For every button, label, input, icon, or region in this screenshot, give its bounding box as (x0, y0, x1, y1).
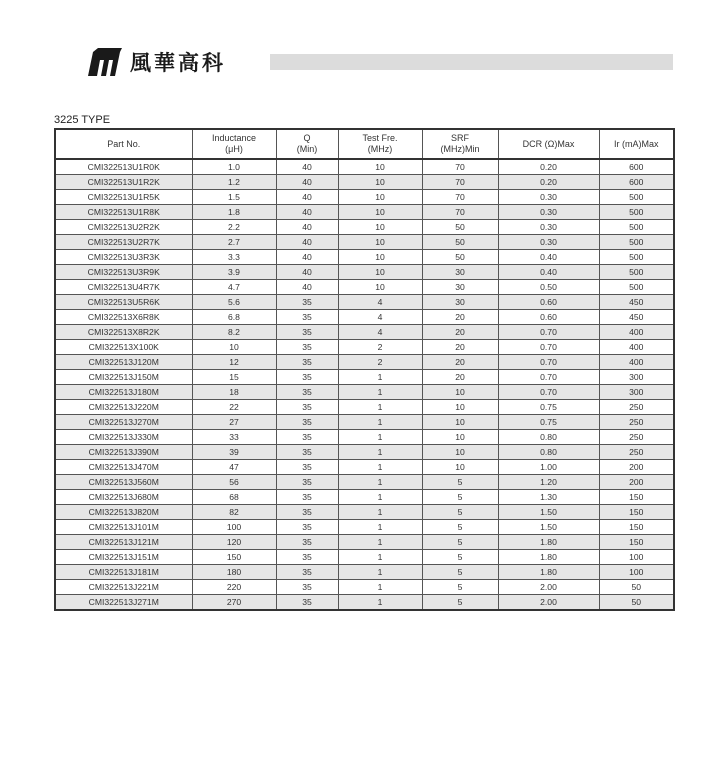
cell-inductance: 2.7 (192, 235, 276, 250)
cell-q: 35 (276, 415, 338, 430)
cell-inductance: 270 (192, 595, 276, 611)
cell-inductance: 100 (192, 520, 276, 535)
table-row (55, 235, 674, 250)
cell-q: 40 (276, 205, 338, 220)
cell-part-no: CMI322513U1R2K (55, 175, 192, 190)
cell-srf: 30 (422, 265, 498, 280)
cell-ir: 500 (599, 265, 674, 280)
cell-srf: 50 (422, 220, 498, 235)
cell-inductance: 47 (192, 460, 276, 475)
cell-dcr: 1.20 (498, 475, 599, 490)
table-row (55, 430, 674, 445)
table-row (55, 250, 674, 265)
cell-test-freq: 1 (338, 385, 422, 400)
cell-q: 35 (276, 565, 338, 580)
cell-part-no: CMI322513X100K (55, 340, 192, 355)
cell-ir: 200 (599, 475, 674, 490)
cell-inductance: 22 (192, 400, 276, 415)
cell-part-no: CMI322513J270M (55, 415, 192, 430)
inductor-spec-table (54, 128, 675, 611)
cell-srf: 20 (422, 355, 498, 370)
cell-srf: 10 (422, 385, 498, 400)
cell-dcr: 0.30 (498, 220, 599, 235)
cell-ir: 150 (599, 520, 674, 535)
table-row (55, 175, 674, 190)
cell-test-freq: 10 (338, 235, 422, 250)
cell-part-no: CMI322513J560M (55, 475, 192, 490)
cell-ir: 450 (599, 310, 674, 325)
cell-dcr: 2.00 (498, 580, 599, 595)
cell-dcr: 0.70 (498, 385, 599, 400)
cell-srf: 5 (422, 490, 498, 505)
cell-part-no: CMI322513J680M (55, 490, 192, 505)
cell-inductance: 33 (192, 430, 276, 445)
cell-inductance: 150 (192, 550, 276, 565)
cell-q: 35 (276, 310, 338, 325)
cell-srf: 5 (422, 520, 498, 535)
cell-ir: 50 (599, 595, 674, 611)
cell-q: 40 (276, 265, 338, 280)
cell-inductance: 10 (192, 340, 276, 355)
cell-part-no: CMI322513J390M (55, 445, 192, 460)
cell-q: 35 (276, 355, 338, 370)
cell-q: 35 (276, 340, 338, 355)
cell-inductance: 6.8 (192, 310, 276, 325)
cell-inductance: 1.2 (192, 175, 276, 190)
cell-inductance: 12 (192, 355, 276, 370)
cell-ir: 150 (599, 505, 674, 520)
cell-inductance: 1.8 (192, 205, 276, 220)
cell-q: 35 (276, 505, 338, 520)
cell-part-no: CMI322513J181M (55, 565, 192, 580)
cell-dcr: 1.50 (498, 505, 599, 520)
cell-ir: 100 (599, 550, 674, 565)
table-row (55, 520, 674, 535)
cell-test-freq: 10 (338, 265, 422, 280)
cell-ir: 200 (599, 460, 674, 475)
cell-part-no: CMI322513X8R2K (55, 325, 192, 340)
cell-test-freq: 2 (338, 355, 422, 370)
cell-q: 35 (276, 325, 338, 340)
cell-srf: 5 (422, 580, 498, 595)
cell-dcr: 2.00 (498, 595, 599, 611)
cell-ir: 450 (599, 295, 674, 310)
cell-ir: 250 (599, 430, 674, 445)
cell-inductance: 8.2 (192, 325, 276, 340)
cell-ir: 600 (599, 175, 674, 190)
cell-part-no: CMI322513J220M (55, 400, 192, 415)
cell-dcr: 0.70 (498, 355, 599, 370)
cell-ir: 500 (599, 220, 674, 235)
cell-part-no: CMI322513J330M (55, 430, 192, 445)
cell-dcr: 0.75 (498, 415, 599, 430)
table-row (55, 565, 674, 580)
cell-ir: 400 (599, 325, 674, 340)
cell-dcr: 1.80 (498, 535, 599, 550)
cell-ir: 500 (599, 190, 674, 205)
cell-dcr: 0.80 (498, 445, 599, 460)
table-row (55, 550, 674, 565)
cell-dcr: 0.60 (498, 295, 599, 310)
cell-ir: 500 (599, 235, 674, 250)
col-header-part-no: Part No. (55, 129, 192, 159)
cell-ir: 500 (599, 280, 674, 295)
cell-dcr: 0.20 (498, 175, 599, 190)
cell-dcr: 0.70 (498, 325, 599, 340)
table-row (55, 280, 674, 295)
cell-dcr: 0.40 (498, 265, 599, 280)
cell-part-no: CMI322513U1R0K (55, 159, 192, 175)
cell-srf: 30 (422, 280, 498, 295)
cell-part-no: CMI322513U5R6K (55, 295, 192, 310)
cell-srf: 5 (422, 565, 498, 580)
cell-inductance: 220 (192, 580, 276, 595)
cell-test-freq: 1 (338, 550, 422, 565)
table-row (55, 400, 674, 415)
cell-part-no: CMI322513J221M (55, 580, 192, 595)
cell-test-freq: 1 (338, 430, 422, 445)
cell-part-no: CMI322513U2R2K (55, 220, 192, 235)
cell-test-freq: 1 (338, 565, 422, 580)
cell-test-freq: 1 (338, 490, 422, 505)
cell-srf: 20 (422, 340, 498, 355)
cell-dcr: 1.80 (498, 565, 599, 580)
table-row (55, 310, 674, 325)
cell-q: 40 (276, 159, 338, 175)
header-accent-bar (270, 54, 673, 70)
cell-inductance: 4.7 (192, 280, 276, 295)
table-row (55, 415, 674, 430)
cell-test-freq: 1 (338, 460, 422, 475)
cell-q: 40 (276, 235, 338, 250)
cell-test-freq: 10 (338, 190, 422, 205)
table-row (55, 370, 674, 385)
cell-dcr: 1.50 (498, 520, 599, 535)
cell-test-freq: 1 (338, 475, 422, 490)
table-row (55, 385, 674, 400)
cell-srf: 50 (422, 250, 498, 265)
cell-dcr: 0.20 (498, 159, 599, 175)
cell-part-no: CMI322513U1R8K (55, 205, 192, 220)
cell-srf: 5 (422, 535, 498, 550)
table-row (55, 580, 674, 595)
cell-dcr: 1.30 (498, 490, 599, 505)
table-row (55, 445, 674, 460)
cell-test-freq: 1 (338, 580, 422, 595)
cell-test-freq: 10 (338, 159, 422, 175)
cell-part-no: CMI322513J120M (55, 355, 192, 370)
cell-ir: 100 (599, 565, 674, 580)
cell-part-no: CMI322513X6R8K (55, 310, 192, 325)
cell-test-freq: 1 (338, 445, 422, 460)
cell-inductance: 1.5 (192, 190, 276, 205)
cell-inductance: 1.0 (192, 159, 276, 175)
cell-dcr: 0.40 (498, 250, 599, 265)
cell-ir: 500 (599, 250, 674, 265)
cell-dcr: 0.60 (498, 310, 599, 325)
cell-ir: 400 (599, 355, 674, 370)
table-row (55, 265, 674, 280)
cell-ir: 400 (599, 340, 674, 355)
table-row (55, 220, 674, 235)
cell-dcr: 1.80 (498, 550, 599, 565)
cell-q: 35 (276, 535, 338, 550)
cell-q: 40 (276, 190, 338, 205)
cell-test-freq: 10 (338, 250, 422, 265)
cell-part-no: CMI322513J271M (55, 595, 192, 611)
cell-test-freq: 1 (338, 505, 422, 520)
cell-dcr: 0.50 (498, 280, 599, 295)
fenghua-logo-icon (84, 48, 122, 76)
table-body (55, 159, 674, 610)
cell-ir: 500 (599, 205, 674, 220)
table-row (55, 340, 674, 355)
table-row (55, 355, 674, 370)
cell-part-no: CMI322513J151M (55, 550, 192, 565)
cell-test-freq: 1 (338, 535, 422, 550)
cell-inductance: 18 (192, 385, 276, 400)
table-row (55, 205, 674, 220)
cell-srf: 70 (422, 159, 498, 175)
table-row (55, 475, 674, 490)
col-header-q: Q (Min) (276, 129, 338, 159)
table-row (55, 535, 674, 550)
cell-srf: 10 (422, 460, 498, 475)
cell-q: 35 (276, 520, 338, 535)
cell-part-no: CMI322513J470M (55, 460, 192, 475)
cell-test-freq: 10 (338, 280, 422, 295)
cell-test-freq: 1 (338, 370, 422, 385)
cell-ir: 250 (599, 415, 674, 430)
cell-part-no: CMI322513J180M (55, 385, 192, 400)
cell-q: 35 (276, 580, 338, 595)
table-row (55, 460, 674, 475)
cell-ir: 300 (599, 370, 674, 385)
cell-q: 40 (276, 175, 338, 190)
cell-srf: 20 (422, 325, 498, 340)
cell-test-freq: 4 (338, 310, 422, 325)
cell-part-no: CMI322513U2R7K (55, 235, 192, 250)
brand-name: 風華高科 (130, 51, 226, 75)
cell-test-freq: 4 (338, 325, 422, 340)
table-row (55, 159, 674, 175)
cell-srf: 70 (422, 175, 498, 190)
cell-q: 35 (276, 385, 338, 400)
cell-srf: 10 (422, 400, 498, 415)
cell-part-no: CMI322513J101M (55, 520, 192, 535)
cell-ir: 50 (599, 580, 674, 595)
cell-inductance: 27 (192, 415, 276, 430)
cell-test-freq: 1 (338, 415, 422, 430)
cell-inductance: 2.2 (192, 220, 276, 235)
cell-q: 40 (276, 250, 338, 265)
cell-part-no: CMI322513U3R3K (55, 250, 192, 265)
cell-inductance: 3.9 (192, 265, 276, 280)
cell-q: 35 (276, 445, 338, 460)
cell-test-freq: 2 (338, 340, 422, 355)
cell-srf: 10 (422, 415, 498, 430)
cell-dcr: 0.30 (498, 205, 599, 220)
cell-q: 35 (276, 430, 338, 445)
cell-srf: 10 (422, 430, 498, 445)
table-row (55, 505, 674, 520)
col-header-test-freq: Test Fre. (MHz) (338, 129, 422, 159)
cell-q: 35 (276, 595, 338, 611)
table-header-row (55, 129, 674, 159)
cell-inductance: 180 (192, 565, 276, 580)
cell-part-no: CMI322513U1R5K (55, 190, 192, 205)
col-header-ir: Ir (mA)Max (599, 129, 674, 159)
cell-test-freq: 10 (338, 175, 422, 190)
cell-dcr: 0.30 (498, 235, 599, 250)
cell-test-freq: 1 (338, 400, 422, 415)
cell-inductance: 3.3 (192, 250, 276, 265)
cell-srf: 5 (422, 595, 498, 611)
cell-srf: 5 (422, 475, 498, 490)
cell-part-no: CMI322513U3R9K (55, 265, 192, 280)
cell-q: 35 (276, 550, 338, 565)
cell-srf: 30 (422, 295, 498, 310)
cell-q: 35 (276, 295, 338, 310)
table-row (55, 325, 674, 340)
cell-part-no: CMI322513J820M (55, 505, 192, 520)
cell-dcr: 0.80 (498, 430, 599, 445)
col-header-dcr: DCR (Ω)Max (498, 129, 599, 159)
cell-srf: 70 (422, 205, 498, 220)
col-header-inductance: Inductance (μH) (192, 129, 276, 159)
cell-dcr: 0.30 (498, 190, 599, 205)
cell-srf: 5 (422, 505, 498, 520)
cell-q: 35 (276, 460, 338, 475)
cell-test-freq: 4 (338, 295, 422, 310)
cell-inductance: 39 (192, 445, 276, 460)
cell-ir: 600 (599, 159, 674, 175)
cell-q: 35 (276, 370, 338, 385)
cell-test-freq: 10 (338, 205, 422, 220)
table-row (55, 295, 674, 310)
cell-q: 40 (276, 280, 338, 295)
cell-test-freq: 1 (338, 595, 422, 611)
cell-q: 40 (276, 220, 338, 235)
cell-q: 35 (276, 475, 338, 490)
cell-ir: 250 (599, 445, 674, 460)
cell-srf: 5 (422, 550, 498, 565)
cell-ir: 300 (599, 385, 674, 400)
cell-inductance: 120 (192, 535, 276, 550)
cell-dcr: 0.70 (498, 340, 599, 355)
cell-inductance: 68 (192, 490, 276, 505)
cell-inductance: 15 (192, 370, 276, 385)
cell-inductance: 82 (192, 505, 276, 520)
cell-srf: 70 (422, 190, 498, 205)
cell-q: 35 (276, 400, 338, 415)
cell-srf: 10 (422, 445, 498, 460)
cell-dcr: 0.75 (498, 400, 599, 415)
table-row (55, 190, 674, 205)
cell-srf: 50 (422, 235, 498, 250)
cell-inductance: 56 (192, 475, 276, 490)
cell-ir: 150 (599, 490, 674, 505)
table-row (55, 490, 674, 505)
cell-part-no: CMI322513J121M (55, 535, 192, 550)
cell-srf: 20 (422, 310, 498, 325)
cell-dcr: 0.70 (498, 370, 599, 385)
cell-ir: 150 (599, 535, 674, 550)
table-row (55, 595, 674, 611)
cell-test-freq: 10 (338, 220, 422, 235)
cell-ir: 250 (599, 400, 674, 415)
cell-q: 35 (276, 490, 338, 505)
col-header-srf: SRF (MHz)Min (422, 129, 498, 159)
cell-test-freq: 1 (338, 520, 422, 535)
cell-part-no: CMI322513U4R7K (55, 280, 192, 295)
cell-dcr: 1.00 (498, 460, 599, 475)
cell-inductance: 5.6 (192, 295, 276, 310)
cell-srf: 20 (422, 370, 498, 385)
cell-part-no: CMI322513J150M (55, 370, 192, 385)
section-type-label: 3225 TYPE (54, 114, 111, 126)
page-header (84, 48, 674, 78)
